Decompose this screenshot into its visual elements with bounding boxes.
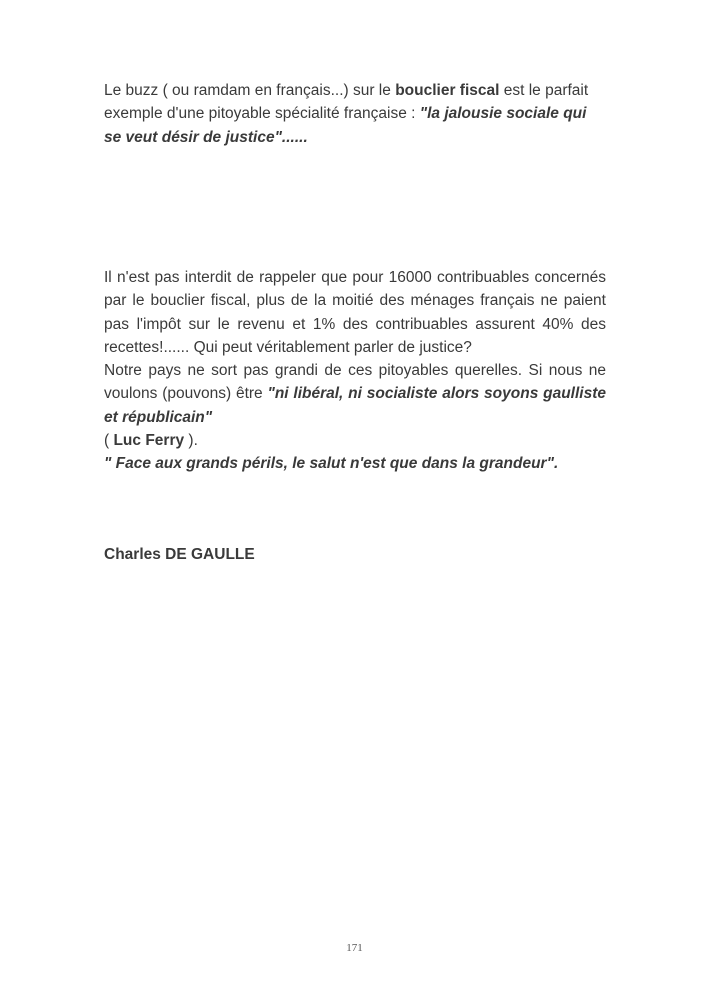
- intro-text-1: Le buzz ( ou ramdam en français...) sur le: [104, 82, 396, 99]
- author-paren-close: ).: [184, 432, 198, 450]
- body-section: [104, 266, 606, 476]
- gaulliste-quote: "ni libéral, ni socialiste alors soyons gaulliste et républicain": [104, 385, 606, 426]
- body-paragraph-2: [104, 359, 606, 429]
- quote-author: Luc Ferry: [113, 432, 185, 450]
- signature: Charles DE GAULLE: [104, 546, 255, 563]
- body-paragraph-1: Il n'est pas interdit de rappeler que pour 16000 contribuables concernés par le bouclier fiscal, plus de la moitié des ménages français ne paient pas l'impôt sur le revenu et 1% des contribuables assurent 40% des recettes!...... Qui peut véritablement parler de justice?: [104, 269, 606, 356]
- grandeur-quote: " Face aux grands périls, le salut n'est que dans la grandeur".: [104, 455, 559, 473]
- page-number: 171: [346, 942, 363, 954]
- intro-text-2: est le parfait exemple d'une pitoyable spécialité française :: [104, 82, 589, 123]
- body-paragraph-2-text: Notre pays ne sort pas grandi de ces pitoyables querelles. Si nous ne voulons (pouvons) être: [104, 362, 606, 403]
- intro-paragraph: [104, 79, 606, 149]
- author-paren-open: (: [104, 432, 114, 450]
- quote-author-line: [104, 429, 606, 452]
- bouclier-fiscal-term: bouclier fiscal: [395, 82, 500, 99]
- intro-quote: "la jalousie sociale qui se veut désir de justice"......: [104, 105, 587, 146]
